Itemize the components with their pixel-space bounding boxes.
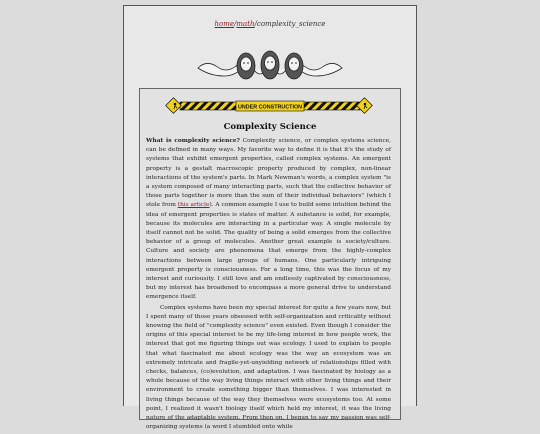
construction-worker-icon xyxy=(357,98,373,114)
paragraph-text: ). A common example I use to build some intuition behind the idea of emergent properties is states of matter. A substance is solid, for example, because its molecules are interacting in a particular way. A single molecule by itself cannot not be solid. The quality of being a solid emerges from the collective behavior of a group of molecules. Another great example is society/culture. Culture and society are phenomena that emerge from the highly-complex interactions between large groups of humans. One particularly intriguing emergent property is consciousness. For a long time, this was the focus of my interest and curiousity. I still love and am endlessly captivated by consciousness, but my interest has broadened to encompass a more general drive to understand emergence itself. xyxy=(146,202,392,301)
paragraph-lead: What is complexity science? xyxy=(146,138,240,144)
breadcrumb-separator: / xyxy=(234,20,237,28)
page-column xyxy=(123,5,417,431)
article-panel xyxy=(139,88,401,431)
under-construction-sign xyxy=(166,98,374,114)
article-paragraph: Complex systems have been my special interest for quite a few years now, but I spent many of those years obsessed with self-organization and criticality without knowing the field of "complexity science" even existed. Even though I consider the origins of this special interest to be my life-long interest in how people work, the interest that got me figuring things out was ecology. I used to explain to people that what fascinated me about ecology was the way an ecosystem was an extremely intricate and fragile-yet-unyielding network of relationships filled with checks, balances, (co)evolution, and adaptation. I was fascinated by biology as a whole because of the way living things interact with other living things and their environment to create something bigger than themselves. I was interested in living things because of the way they themselves were ecosystems too. At some point, I realized it wasn't biology itself which held my interest, it was the living nature of the adaptable system. From then on, I began to say my passion was self-organizing systems (a word I stumbled onto while xyxy=(146,304,391,431)
article-title: Complexity Science xyxy=(223,122,317,132)
breadcrumb-current: complexity_science xyxy=(256,20,326,28)
this-article-link[interactable]: this article xyxy=(177,202,210,209)
breadcrumb xyxy=(124,20,416,28)
article-paragraph xyxy=(146,137,391,303)
breadcrumb-math-link[interactable]: math xyxy=(236,20,255,28)
breadcrumb-separator: / xyxy=(254,20,257,28)
construction-label: UNDER CONSTRUCTION xyxy=(237,104,303,111)
construction-worker-icon xyxy=(166,98,182,114)
article-body xyxy=(146,137,391,434)
breadcrumb-home-link[interactable]: home xyxy=(214,20,235,28)
paragraph-text: Complexity science, or complex systems science, can be defined in many ways. My favorite way to define it is that it's the study of systems that exhibit emergent properties, called complex systems. An emergent property is a gestalt macroscopic property produced by complex, non-linear interactions of the system's parts. In Mark Newman's words, a complex system "is a system composed of many interacting parts, such that the collective behavior of those parts together is more than the sum of their individual behaviors" (which I stole from xyxy=(146,138,391,209)
cherub-banner-image xyxy=(196,48,344,86)
